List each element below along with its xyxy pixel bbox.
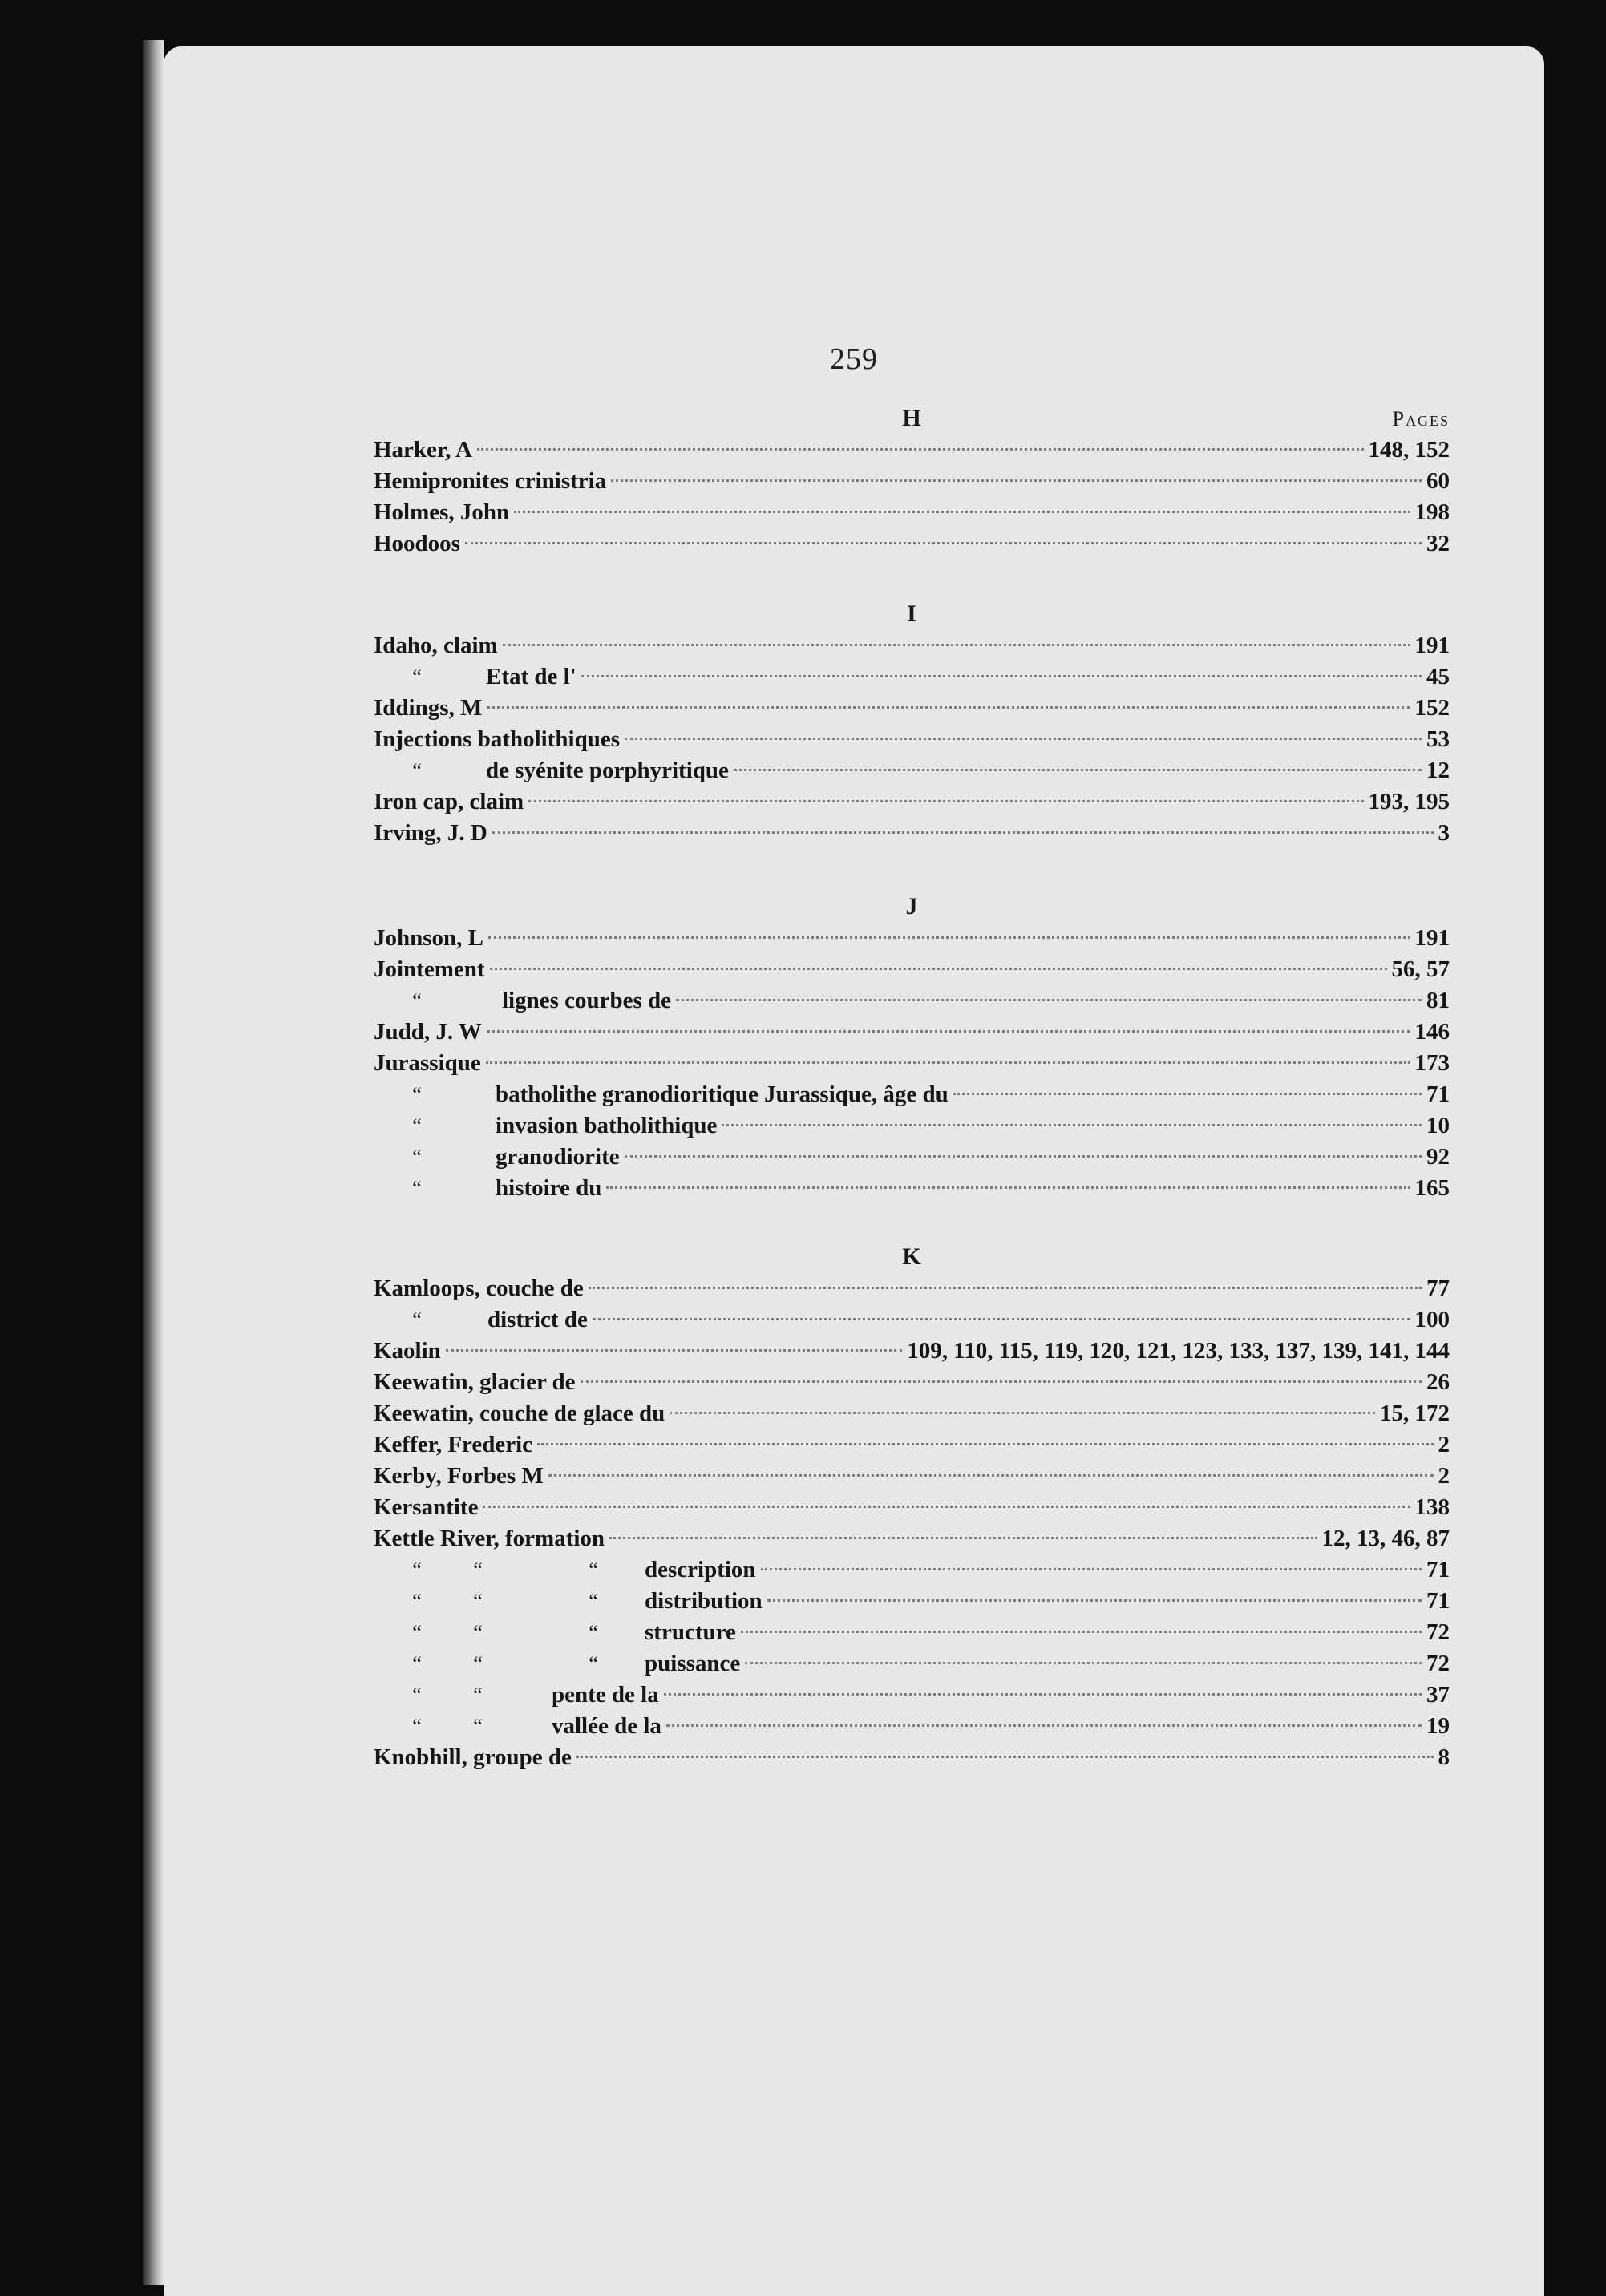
dot-leader bbox=[676, 999, 1422, 1001]
index-entry bbox=[374, 1680, 1450, 1711]
ditto-mark: “ bbox=[473, 1652, 483, 1676]
dot-leader bbox=[609, 1537, 1317, 1539]
entry-pages: 71 bbox=[1426, 1557, 1450, 1583]
dot-leader bbox=[576, 1756, 1434, 1758]
entry-pages: 26 bbox=[1426, 1369, 1450, 1395]
entry-label: Kersantite bbox=[374, 1494, 479, 1520]
ditto-mark: “ bbox=[473, 1590, 483, 1613]
dot-leader bbox=[734, 769, 1422, 771]
dot-leader bbox=[745, 1662, 1422, 1664]
index-entry bbox=[374, 497, 1450, 528]
entry-list bbox=[374, 1273, 1450, 1773]
ditto-mark: “ bbox=[412, 1083, 422, 1106]
ditto-mark: “ bbox=[412, 989, 422, 1013]
entry-label: district de bbox=[487, 1307, 588, 1332]
dot-leader bbox=[548, 1474, 1434, 1477]
entry-pages: 8 bbox=[1438, 1744, 1450, 1770]
index-entry bbox=[374, 818, 1450, 849]
index-entry bbox=[374, 1617, 1450, 1648]
index-entry bbox=[374, 1173, 1450, 1204]
dot-leader bbox=[953, 1093, 1422, 1095]
ditto-mark: “ bbox=[589, 1558, 598, 1582]
index-entry bbox=[374, 435, 1450, 466]
entry-label: Etat de l' bbox=[486, 664, 576, 689]
entry-pages: 3 bbox=[1438, 820, 1450, 846]
index-entry bbox=[374, 693, 1450, 724]
ditto-mark: “ bbox=[412, 1684, 422, 1707]
section-letter: J bbox=[905, 893, 918, 920]
entry-list bbox=[374, 435, 1450, 560]
entry-pages: 148, 152 bbox=[1368, 437, 1450, 463]
index-section-k bbox=[374, 1241, 1450, 1773]
entry-pages: 72 bbox=[1426, 1619, 1450, 1645]
entry-label: distribution bbox=[645, 1588, 763, 1614]
index-entry bbox=[374, 1586, 1450, 1617]
index-list bbox=[374, 402, 1450, 1773]
dot-leader bbox=[465, 542, 1422, 544]
entry-label: invasion batholithique bbox=[496, 1113, 718, 1138]
dot-leader bbox=[670, 1412, 1375, 1414]
index-entry bbox=[374, 1079, 1450, 1110]
ditto-mark: “ bbox=[412, 665, 422, 689]
ditto-mark: “ bbox=[473, 1558, 483, 1582]
index-entry bbox=[374, 528, 1450, 560]
entry-pages: 10 bbox=[1426, 1113, 1450, 1138]
index-entry bbox=[374, 1429, 1450, 1461]
entry-label: granodiorite bbox=[496, 1144, 620, 1170]
entry-pages: 77 bbox=[1426, 1275, 1450, 1301]
entry-pages: 37 bbox=[1426, 1682, 1450, 1708]
entry-pages: 2 bbox=[1438, 1463, 1450, 1489]
index-entry bbox=[374, 1017, 1450, 1048]
dot-leader bbox=[767, 1599, 1422, 1602]
entry-label: Holmes, John bbox=[374, 499, 510, 525]
dot-leader bbox=[581, 1380, 1422, 1383]
index-entry bbox=[374, 1492, 1450, 1523]
book-page bbox=[164, 46, 1544, 2296]
dot-leader bbox=[487, 706, 1410, 709]
entry-label: Hemipronites crinistria bbox=[374, 468, 607, 494]
page-number: 259 bbox=[830, 342, 878, 376]
entry-pages: 109, 110, 115, 119, 120, 121, 123, 133, 137, 139, 141, 144 bbox=[907, 1338, 1450, 1364]
entry-pages: 152 bbox=[1414, 695, 1450, 721]
pages-column-heading: Pages bbox=[1392, 407, 1450, 430]
entry-label: histoire du bbox=[496, 1175, 602, 1201]
entry-pages: 15, 172 bbox=[1380, 1401, 1450, 1426]
entry-pages: 198 bbox=[1414, 499, 1450, 525]
entry-label: Keewatin, glacier de bbox=[374, 1369, 576, 1395]
dot-leader bbox=[537, 1443, 1433, 1445]
entry-pages: 45 bbox=[1426, 664, 1450, 689]
entry-label: structure bbox=[645, 1619, 736, 1645]
index-entry bbox=[374, 755, 1450, 786]
entry-label: Keffer, Frederic bbox=[374, 1432, 533, 1457]
entry-pages: 173 bbox=[1414, 1050, 1450, 1076]
index-entry bbox=[374, 1142, 1450, 1173]
entry-label: Hoodoos bbox=[374, 531, 460, 556]
ditto-mark: “ bbox=[412, 1114, 422, 1138]
entry-pages: 12 bbox=[1426, 758, 1450, 783]
entry-pages: 60 bbox=[1426, 468, 1450, 494]
book-spine-shadow bbox=[143, 40, 164, 2285]
entry-label: Kaolin bbox=[374, 1338, 441, 1364]
entry-label: Keewatin, couche de glace du bbox=[374, 1401, 665, 1426]
dot-leader bbox=[483, 1506, 1410, 1508]
ditto-mark: “ bbox=[412, 1558, 422, 1582]
ditto-mark: “ bbox=[412, 1308, 422, 1332]
index-entry bbox=[374, 1304, 1450, 1336]
entry-pages: 193, 195 bbox=[1368, 789, 1450, 815]
dot-leader bbox=[446, 1349, 902, 1352]
index-entry bbox=[374, 923, 1450, 954]
entry-pages: 72 bbox=[1426, 1651, 1450, 1676]
entry-label: Kamloops, couche de bbox=[374, 1275, 584, 1301]
dot-leader bbox=[625, 1155, 1422, 1158]
index-section-j bbox=[374, 891, 1450, 1204]
ditto-mark: “ bbox=[412, 1590, 422, 1613]
entry-pages: 19 bbox=[1426, 1713, 1450, 1739]
entry-pages: 2 bbox=[1438, 1432, 1450, 1457]
index-entry bbox=[374, 1461, 1450, 1492]
index-entry bbox=[374, 1398, 1450, 1429]
index-entry bbox=[374, 985, 1450, 1017]
ditto-mark: “ bbox=[412, 1177, 422, 1200]
dot-leader bbox=[666, 1724, 1422, 1727]
ditto-mark: “ bbox=[412, 1715, 422, 1738]
index-entry bbox=[374, 1110, 1450, 1142]
index-section-h bbox=[374, 402, 1450, 560]
dot-leader bbox=[606, 1186, 1410, 1189]
entry-label: Irving, J. D bbox=[374, 820, 487, 846]
dot-leader bbox=[477, 448, 1364, 451]
entry-pages: 32 bbox=[1426, 531, 1450, 556]
entry-label: Jointement bbox=[374, 956, 485, 982]
entry-pages: 56, 57 bbox=[1391, 956, 1450, 982]
dot-leader bbox=[528, 800, 1363, 802]
entry-pages: 71 bbox=[1426, 1588, 1450, 1614]
dot-leader bbox=[581, 675, 1422, 677]
entry-label: Kerby, Forbes M bbox=[374, 1463, 544, 1489]
ditto-mark: “ bbox=[589, 1652, 598, 1676]
dot-leader bbox=[593, 1318, 1410, 1320]
index-entry bbox=[374, 1367, 1450, 1398]
entry-pages: 12, 13, 46, 87 bbox=[1321, 1526, 1450, 1551]
index-entry bbox=[374, 466, 1450, 497]
entry-pages: 146 bbox=[1414, 1019, 1450, 1045]
index-section-i bbox=[374, 598, 1450, 849]
entry-label: Idaho, claim bbox=[374, 633, 498, 658]
ditto-mark: “ bbox=[412, 759, 422, 782]
ditto-mark: “ bbox=[412, 1146, 422, 1169]
entry-pages: 92 bbox=[1426, 1144, 1450, 1170]
entry-label: Iddings, M bbox=[374, 695, 483, 721]
entry-label: lignes courbes de bbox=[502, 988, 672, 1013]
ditto-mark: “ bbox=[473, 1684, 483, 1707]
index-entry bbox=[374, 1336, 1450, 1367]
index-entry bbox=[374, 1711, 1450, 1742]
entry-label: Harker, A bbox=[374, 437, 472, 463]
dot-leader bbox=[589, 1287, 1422, 1289]
index-entry bbox=[374, 954, 1450, 985]
entry-pages: 53 bbox=[1426, 726, 1450, 752]
dot-leader bbox=[722, 1124, 1422, 1126]
entry-label: Knobhill, groupe de bbox=[374, 1744, 572, 1770]
entry-label: Iron cap, claim bbox=[374, 789, 524, 815]
entry-label: batholithe granodioritique Jurassique, âge du bbox=[496, 1081, 949, 1107]
entry-label: puissance bbox=[645, 1651, 741, 1676]
entry-pages: 81 bbox=[1426, 988, 1450, 1013]
index-entry bbox=[374, 1742, 1450, 1773]
index-entry bbox=[374, 1523, 1450, 1554]
entry-list bbox=[374, 630, 1450, 849]
ditto-mark: “ bbox=[412, 1652, 422, 1676]
section-letter: H bbox=[902, 405, 921, 431]
entry-pages: 71 bbox=[1426, 1081, 1450, 1107]
entry-label: Johnson, L bbox=[374, 925, 484, 951]
entry-pages: 138 bbox=[1414, 1494, 1450, 1520]
ditto-mark: “ bbox=[412, 1621, 422, 1644]
dot-leader bbox=[625, 738, 1422, 740]
index-entry bbox=[374, 630, 1450, 661]
dot-leader bbox=[488, 936, 1410, 939]
dot-leader bbox=[490, 968, 1387, 970]
entry-label: pente de la bbox=[552, 1682, 659, 1708]
entry-pages: 191 bbox=[1414, 633, 1450, 658]
entry-label: Judd, J. W bbox=[374, 1019, 482, 1045]
section-letter: I bbox=[907, 600, 916, 627]
entry-pages: 165 bbox=[1414, 1175, 1450, 1201]
index-entry bbox=[374, 1648, 1450, 1680]
dot-leader bbox=[486, 1061, 1410, 1064]
ditto-mark: “ bbox=[589, 1590, 598, 1613]
ditto-mark: “ bbox=[473, 1715, 483, 1738]
index-entry bbox=[374, 1273, 1450, 1304]
entry-label: de syénite porphyritique bbox=[486, 758, 729, 783]
index-entry bbox=[374, 724, 1450, 755]
index-entry bbox=[374, 661, 1450, 693]
dot-leader bbox=[514, 511, 1410, 513]
index-entry bbox=[374, 1554, 1450, 1586]
ditto-mark: “ bbox=[473, 1621, 483, 1644]
dot-leader bbox=[664, 1693, 1422, 1696]
entry-pages: 100 bbox=[1414, 1307, 1450, 1332]
ditto-mark: “ bbox=[589, 1621, 598, 1644]
dot-leader bbox=[487, 1030, 1410, 1033]
entry-label: description bbox=[645, 1557, 756, 1583]
dot-leader bbox=[741, 1631, 1422, 1633]
entry-list bbox=[374, 923, 1450, 1204]
entry-label: vallée de la bbox=[552, 1713, 661, 1739]
entry-label: Jurassique bbox=[374, 1050, 481, 1076]
entry-pages: 191 bbox=[1414, 925, 1450, 951]
entry-label: Kettle River, formation bbox=[374, 1526, 605, 1551]
section-letter: K bbox=[902, 1243, 921, 1270]
dot-leader bbox=[503, 644, 1410, 646]
entry-label: Injections batholithiques bbox=[374, 726, 620, 752]
dot-leader bbox=[611, 479, 1422, 482]
index-entry bbox=[374, 786, 1450, 818]
dot-leader bbox=[761, 1568, 1422, 1570]
dot-leader bbox=[492, 831, 1434, 834]
index-entry bbox=[374, 1048, 1450, 1079]
